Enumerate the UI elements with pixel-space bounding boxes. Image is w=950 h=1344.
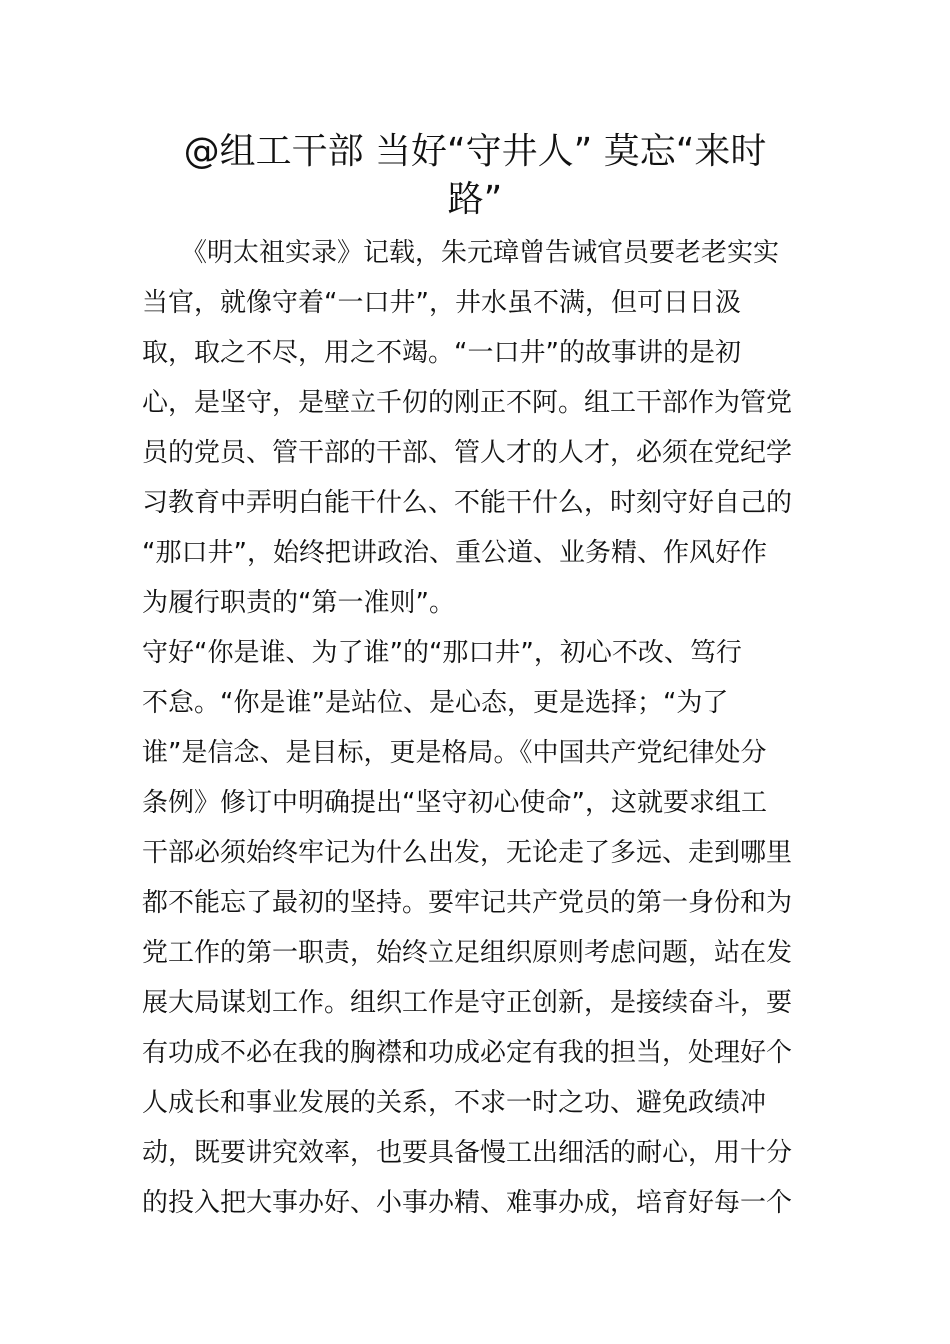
body-line: 动，既要讲究效率，也要具备慢工出细活的耐心，用十分 xyxy=(142,1138,793,1168)
body-line: “那口井”，始终把讲政治、重公道、业务精、作风好作 xyxy=(142,538,767,568)
body-line: 党工作的第一职责，始终立足组织原则考虑问题，站在发 xyxy=(142,938,793,968)
body-line: 人成长和事业发展的关系，不求一时之功、避免政绩冲 xyxy=(142,1088,767,1118)
body-line: 的投入把大事办好、小事办精、难事办成，培育好每一个 xyxy=(142,1188,793,1218)
article-body xyxy=(142,228,812,1228)
body-line: 守好“你是谁、为了谁”的“那口井”，初心不改、笃行 xyxy=(142,638,742,668)
title-line: @组工干部 当好“守井人” 莫忘“来时 xyxy=(183,131,767,172)
body-line: 员的党员、管干部的干部、管人才的人才，必须在党纪学 xyxy=(142,438,793,468)
body-line: 不怠。“你是谁”是站位、是心态，更是选择；“为了 xyxy=(142,688,729,718)
body-line: 展大局谋划工作。组织工作是守正创新，是接续奋斗，要 xyxy=(142,988,793,1018)
body-line: 心，是坚守，是壁立千仞的刚正不阿。组工干部作为管党 xyxy=(142,388,793,418)
body-line: 当官，就像守着“一口井”，井水虽不满，但可日日汲 xyxy=(142,288,741,318)
body-line: 都不能忘了最初的坚持。要牢记共产党员的第一身份和为 xyxy=(142,888,793,918)
body-line: 为履行职责的“第一准则”。 xyxy=(142,588,455,618)
document-title xyxy=(150,128,800,224)
body-line: 条例》修订中明确提出“坚守初心使命”，这就要求组工 xyxy=(142,788,767,818)
body-line: 谁”是信念、是目标，更是格局。《中国共产党纪律处分 xyxy=(142,738,767,768)
body-line: 《明太祖实录》记载，朱元璋曾告诫官员要老老实实 xyxy=(142,238,780,268)
body-line: 习教育中弄明白能干什么、不能干什么，时刻守好自己的 xyxy=(142,488,793,518)
body-line: 有功成不必在我的胸襟和功成必定有我的担当，处理好个 xyxy=(142,1038,793,1068)
title-line: 路” xyxy=(447,179,503,220)
body-line: 取，取之不尽，用之不竭。“一口井”的故事讲的是初 xyxy=(142,338,741,368)
body-line: 干部必须始终牢记为什么出发，无论走了多远、走到哪里 xyxy=(142,838,793,868)
